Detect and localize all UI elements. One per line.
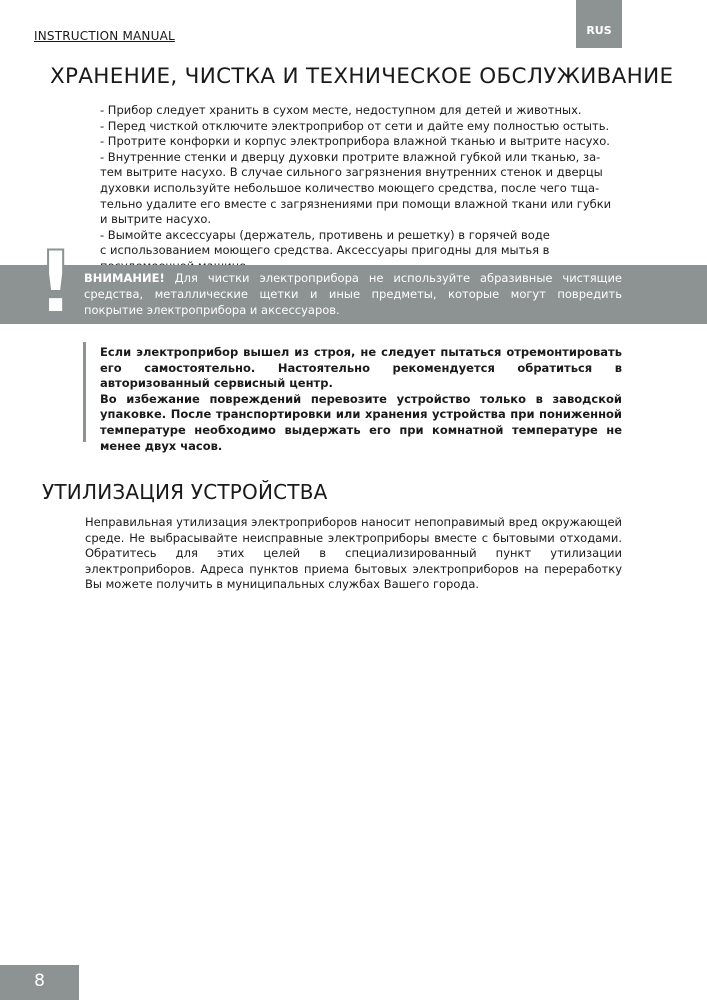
- storage-instructions: [100, 103, 620, 275]
- warning-label: ВНИМАНИЕ!: [84, 271, 165, 285]
- storage-line: - Вымойте аксессуары (держатель, противень и решетку) в горячей воде: [100, 227, 550, 242]
- notice-bar: [83, 342, 86, 442]
- warning-body: Для чистки электроприбора не используйте абразивные чистящие средства, металлические щетки и иные предметы, которые могут повредить покрытие электроприбора и аксессуаров.: [84, 271, 622, 317]
- language-tab: [576, 0, 622, 48]
- storage-line: и вытрите насухо.: [100, 212, 212, 227]
- storage-line: с использованием моющего средства. Аксессуары пригодны для мытья в: [100, 243, 550, 258]
- storage-line: духовки используйте небольшое количество моющего средства, после чего тща-: [100, 180, 600, 195]
- storage-line: тем вытрите насухо. В случае сильного загрязнения внутренних стенок и дверцы: [100, 165, 603, 180]
- page-number: 8: [0, 965, 79, 1000]
- language-label: RUS: [586, 24, 612, 37]
- notice-paragraph: Если электроприбор вышел из строя, не следует пытаться отремонтировать его самостоятельно. Настоятельно рекомендуется обратиться в авторизованный сервисный центр.: [100, 345, 622, 391]
- storage-line: - Протрите конфорки и корпус электроприбора влажной тканью и вытрите насухо.: [100, 134, 610, 149]
- disposal-section-title: УТИЛИЗАЦИЯ УСТРОЙСТВА: [42, 480, 328, 504]
- exclamation-icon: !: [36, 233, 76, 333]
- service-notice: [100, 345, 622, 454]
- storage-line: - Внутренние стенки и дверцу духовки протрите влажной губкой или тканью, за-: [100, 149, 601, 164]
- disposal-text: Неправильная утилизация электроприборов наносит непоправимый вред окружающей среде. Не выбрасывайте неисправные электроприборы вместе с бытовыми отходами. Обратитесь для этих целей в специализированный пункт утилизации электроприборов. Адреса пунктов приема бытовых электроприборов на переработку Вы можете получить в муниципальных службах Вашего города.: [85, 515, 622, 592]
- storage-line: тельно удалите его вместе с загрязнениями при помощи влажной ткани или губки: [100, 196, 612, 211]
- storage-section-title: ХРАНЕНИЕ, ЧИСТКА И ТЕХНИЧЕСКОЕ ОБСЛУЖИВАНИЕ: [50, 64, 674, 89]
- storage-line: - Перед чисткой отключите электроприбор от сети и дайте ему полностью остыть.: [100, 118, 610, 133]
- storage-line: - Прибор следует хранить в сухом месте, недоступном для детей и животных.: [100, 103, 582, 117]
- notice-paragraph: Во избежание повреждений перевозите устройство только в заводской упаковке. После транспортировки или хранения устройства при пониженной температуре необходимо выдержать его при комнатной температуре не менее двух часов.: [100, 391, 622, 453]
- manual-label: INSTRUCTION MANUAL: [34, 29, 175, 43]
- warning-text: [84, 271, 622, 318]
